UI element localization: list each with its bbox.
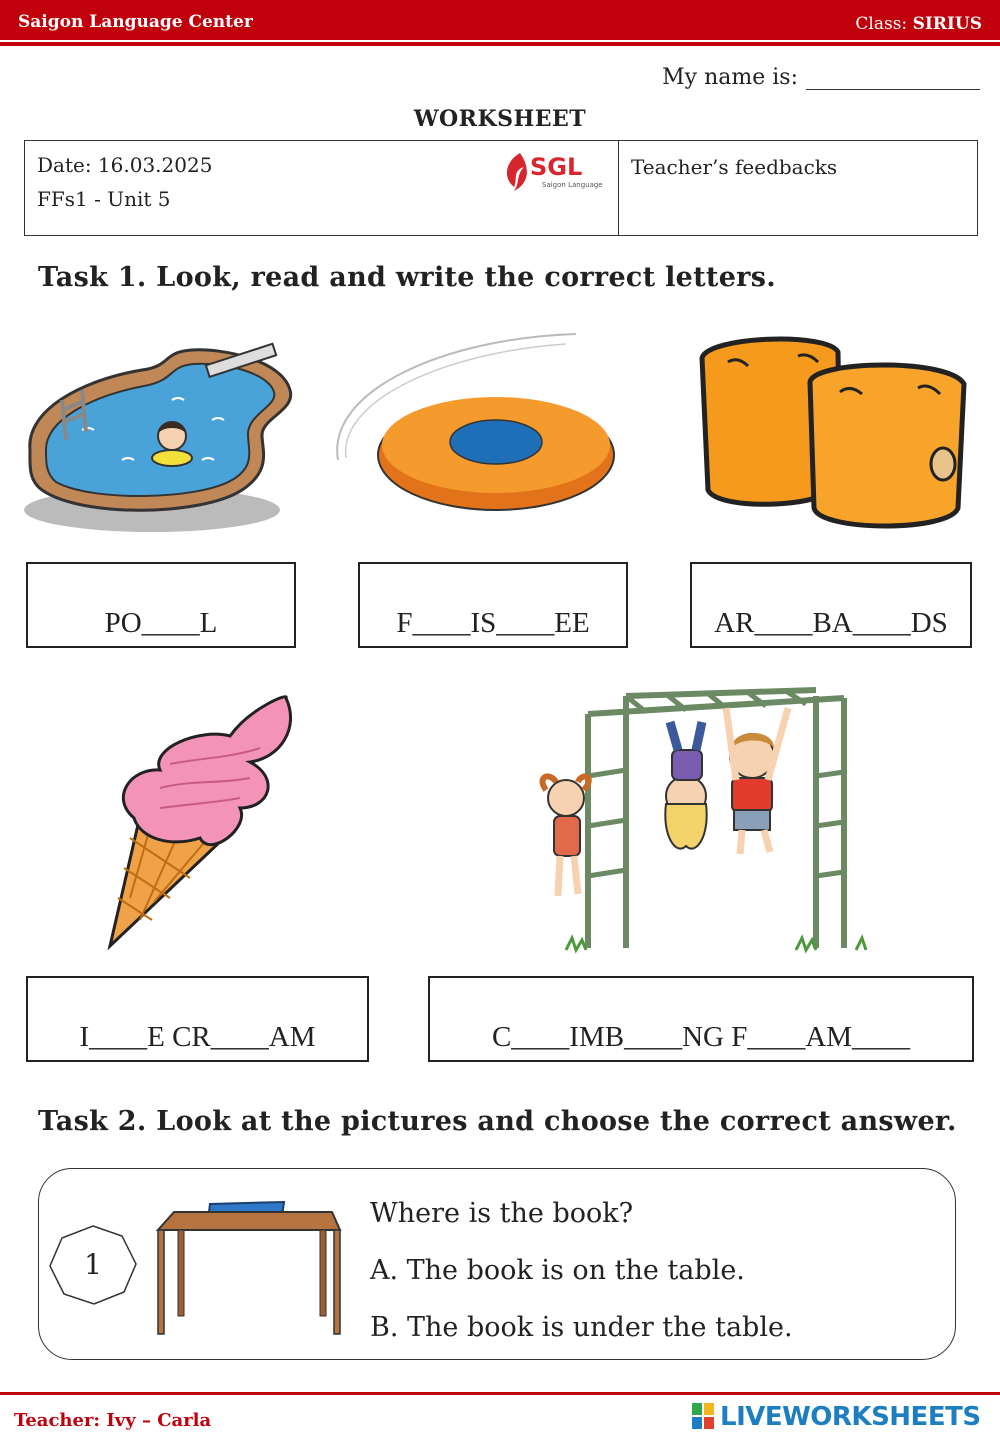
teacher-name: Teacher: Ivy – Carla <box>14 1410 212 1431</box>
feedback-cell <box>619 141 977 235</box>
table-with-book-picture <box>154 1198 344 1338</box>
info-table <box>24 140 978 236</box>
worksheet-title: WORKSHEET <box>413 106 587 132</box>
liveworksheets-icon <box>692 1403 716 1431</box>
answer-box-climbing-frame[interactable] <box>428 976 974 1062</box>
sgl-logo-text: SGL <box>530 153 583 181</box>
option-b[interactable]: B. The book is under the table. <box>370 1312 793 1343</box>
footer-divider <box>0 1392 1000 1395</box>
liveworksheets-text: LIVEWORKSHEETS <box>720 1402 981 1432</box>
option-a[interactable]: A. The book is on the table. <box>370 1255 745 1286</box>
feedback-label: Teacher’s feedbacks <box>631 155 838 179</box>
armbands-picture <box>688 332 978 532</box>
answer-prompt: AR____BA____DS <box>714 607 948 639</box>
answer-prompt: PO____L <box>104 607 218 639</box>
frisbee-picture <box>326 330 626 520</box>
question-number-badge <box>48 1224 138 1306</box>
answer-box-armbands[interactable] <box>690 562 972 648</box>
class-label: Class: <box>855 14 908 34</box>
info-left-cell <box>25 141 619 235</box>
ice-cream-picture <box>100 688 300 952</box>
name-field[interactable] <box>806 64 980 90</box>
date-text: Date: 16.03.2025 <box>37 153 213 177</box>
question-text: Where is the book? <box>370 1198 634 1229</box>
class-name: SIRIUS <box>912 14 982 34</box>
liveworksheets-logo <box>692 1402 981 1432</box>
answer-box-frisbee[interactable] <box>358 562 628 648</box>
answer-prompt: C____IMB____NG F____AM____ <box>491 1021 911 1053</box>
task1-title: Task 1. Look, read and write the correct letters. <box>38 262 776 293</box>
name-row <box>662 64 980 90</box>
climbing-frame-picture <box>526 686 876 956</box>
answer-prompt: F____IS____EE <box>396 607 590 639</box>
answer-box-ice-cream[interactable] <box>26 976 369 1062</box>
header-divider <box>0 42 1000 46</box>
answer-prompt: I____E CR____AM <box>79 1021 316 1053</box>
sgl-logo <box>500 147 610 195</box>
sgl-logo-subtext: Saigon Language <box>542 181 603 189</box>
unit-text: FFs1 - Unit 5 <box>37 187 171 211</box>
answer-box-pool[interactable] <box>26 562 296 648</box>
class-info <box>855 14 982 34</box>
swimming-pool-picture <box>22 340 302 540</box>
question-number: 1 <box>84 1248 102 1281</box>
center-name: Saigon Language Center <box>18 12 253 32</box>
task2-title: Task 2. Look at the pictures and choose the correct answer. <box>38 1106 957 1137</box>
name-prompt: My name is: <box>662 65 798 90</box>
